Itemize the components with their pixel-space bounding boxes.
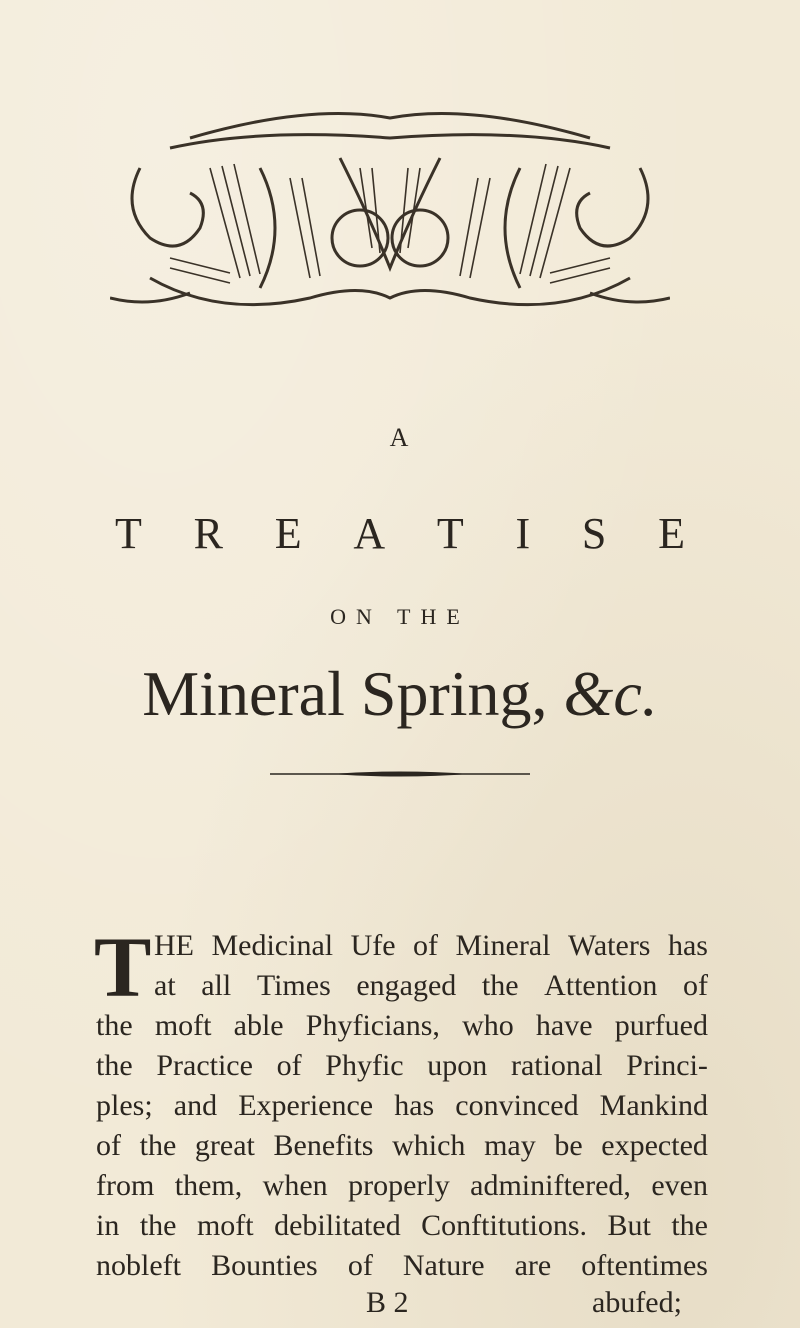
- word: have: [535, 1009, 593, 1042]
- word: moft: [154, 1009, 212, 1042]
- title-subject: [0, 658, 800, 729]
- title-letter: R: [193, 509, 223, 558]
- word: upon: [427, 1049, 488, 1082]
- word: Waters: [567, 929, 651, 962]
- text-line: [154, 966, 708, 1006]
- text-line: [96, 1086, 708, 1126]
- word: Ufe: [350, 929, 396, 962]
- text-line: [96, 1246, 708, 1286]
- word: all: [201, 969, 232, 1002]
- title-letter: S: [581, 509, 607, 558]
- ornamental-headpiece: [110, 108, 670, 330]
- word: Attention: [544, 969, 658, 1002]
- word: Experience: [238, 1089, 374, 1122]
- word: adminiftered,: [470, 1169, 631, 1202]
- word: when: [262, 1169, 328, 1202]
- text-line: [154, 926, 708, 966]
- text-line: [96, 1006, 708, 1046]
- word: Nature: [402, 1249, 485, 1282]
- word: nobleft: [96, 1249, 181, 1282]
- word: engaged: [356, 969, 457, 1002]
- word: the: [96, 1009, 133, 1042]
- title-letter: E: [658, 509, 685, 558]
- signature-mark: B 2: [366, 1286, 409, 1319]
- title-letter: T: [115, 509, 142, 558]
- word: ples;: [96, 1089, 153, 1122]
- title-article: A: [389, 423, 411, 452]
- word: has: [667, 929, 708, 962]
- word: able: [233, 1009, 284, 1042]
- word: Phyfic: [325, 1049, 404, 1082]
- word: debilitated: [274, 1209, 401, 1242]
- word: even: [651, 1169, 708, 1202]
- word: and: [173, 1089, 218, 1122]
- title-on-the: ON THE: [330, 604, 470, 629]
- text-line: [96, 1206, 708, 1246]
- word: the: [481, 969, 519, 1002]
- word: the: [96, 1049, 133, 1082]
- word: HE: [154, 929, 194, 962]
- word: Conftitutions.: [421, 1209, 588, 1242]
- title-treatise: [115, 509, 685, 558]
- word: in: [96, 1209, 120, 1242]
- word: the: [139, 1209, 177, 1242]
- text-line: [96, 1126, 708, 1166]
- word: great: [194, 1129, 255, 1162]
- title-subject-text: Mineral Spring,: [142, 658, 548, 729]
- word: Medicinal: [211, 929, 334, 962]
- word: oftentimes: [581, 1249, 708, 1282]
- body-paragraph: [94, 919, 708, 1286]
- word: Phyficians,: [305, 1009, 440, 1042]
- page-footer: [0, 1286, 800, 1326]
- word: who: [462, 1009, 514, 1042]
- text-line: [96, 1166, 708, 1206]
- word: Practice: [156, 1049, 253, 1082]
- word: rational: [510, 1049, 603, 1082]
- word: convinced: [455, 1089, 579, 1122]
- title-letter: E: [274, 509, 302, 558]
- word: be: [554, 1129, 583, 1162]
- word: Mankind: [599, 1089, 708, 1122]
- word: of: [413, 929, 439, 962]
- word: of: [96, 1129, 121, 1162]
- drop-cap: T: [94, 919, 152, 1015]
- text-line: [96, 1046, 708, 1086]
- word: of: [347, 1249, 373, 1282]
- word: the: [139, 1129, 177, 1162]
- word: properly: [348, 1169, 450, 1202]
- title-etc: &c.: [563, 658, 658, 729]
- word: are: [514, 1249, 552, 1282]
- word: which: [392, 1129, 466, 1162]
- word: Times: [256, 969, 331, 1002]
- word: expected: [601, 1129, 708, 1162]
- title-letter: I: [515, 509, 531, 558]
- title-letter: A: [353, 509, 386, 558]
- word: them,: [174, 1169, 243, 1202]
- catchword: abufed;: [592, 1286, 682, 1319]
- word: at: [154, 969, 176, 1002]
- word: the: [671, 1209, 708, 1242]
- word: Princi-: [626, 1049, 708, 1082]
- word: Benefits: [273, 1129, 374, 1162]
- word: Bounties: [211, 1249, 318, 1282]
- word: has: [394, 1089, 435, 1122]
- word: from: [96, 1169, 155, 1202]
- ornamental-rule: [270, 770, 530, 778]
- word: But: [607, 1209, 651, 1242]
- word: purfued: [614, 1009, 708, 1042]
- word: of: [276, 1049, 302, 1082]
- word: may: [484, 1129, 536, 1162]
- word: of: [683, 969, 708, 1002]
- word: Mineral: [455, 929, 551, 962]
- word: moft: [196, 1209, 254, 1242]
- title-letter: T: [436, 509, 464, 558]
